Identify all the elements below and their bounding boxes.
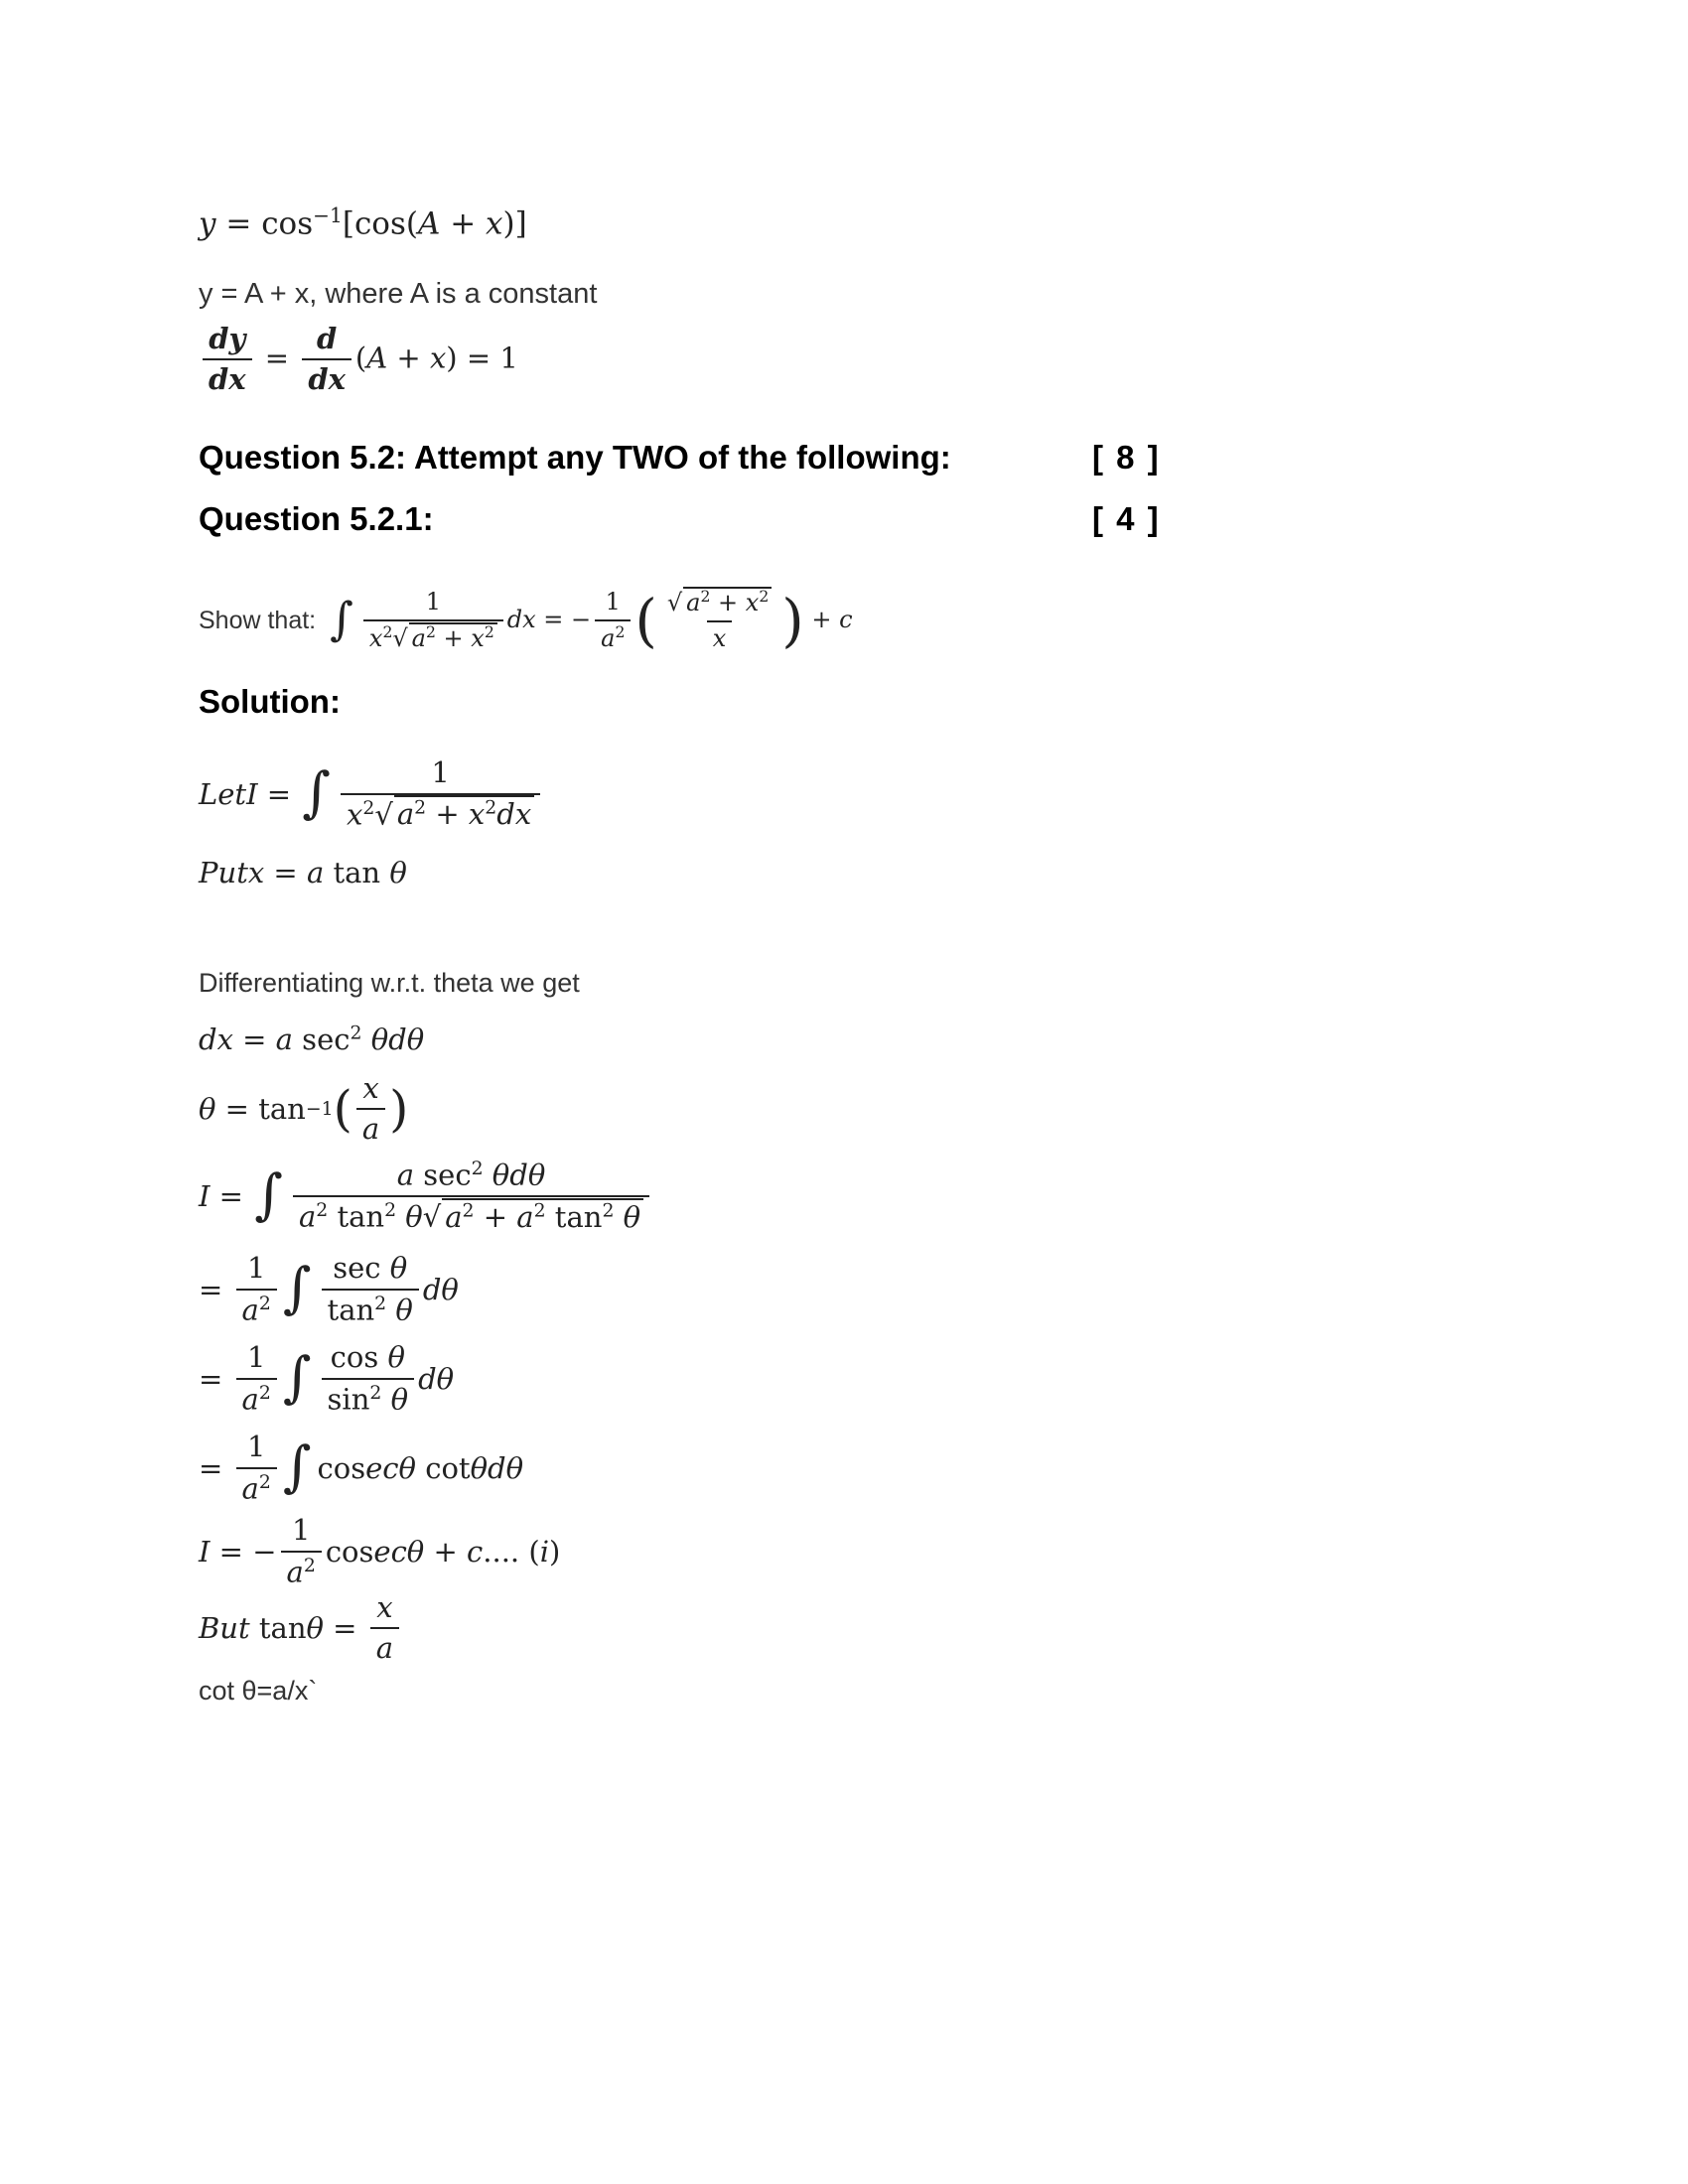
solution-step-12: cot θ=a/x` xyxy=(199,1676,318,1706)
solution-step-8: = $\frac{1}{a^2}$ ∫ $\frac{\text{cos θ}}{\sin^2 \theta}$ dθ xyxy=(199,1340,455,1417)
solution-step-4: dx = a $\sec^2 \theta d\theta$ xyxy=(199,1023,425,1056)
solution-step-10: I = − $\frac{1}{a^2}$ cos ecθ + c .... ( i ) xyxy=(199,1513,561,1589)
solution-label: Solution: xyxy=(199,683,341,720)
solution-step-9: = $\frac{1}{a^2}$ ∫ cos ecθ cot θdθ xyxy=(199,1430,524,1506)
solution-step-5: θ = tan −1 ( $\frac{x}{a}$ ) xyxy=(199,1070,409,1146)
question-5-2-title: Question 5.2: Attempt any TWO of the following: xyxy=(199,439,951,476)
statement-prefix: Show that: xyxy=(199,606,317,634)
statement-formula: ∫ $\frac{1}{x^2√ a^2 + x^2}$ dx = − $\frac{1}{a^2}$ ( $\frac{√ a^2 + x^2}{x}$ ) + c xyxy=(330,587,853,654)
solution-step-7: = $\frac{1}{a^2}$ ∫ $\frac{\text{sec θ}}{\tan^2 \theta}$ dθ xyxy=(199,1251,459,1327)
solution-step-3: Differentiating w.r.t. theta we get xyxy=(199,968,580,998)
question-statement xyxy=(199,571,853,670)
solution-step-2: Putx = a tan θ xyxy=(199,856,407,889)
solution-step-11: But tan θ = $\frac{x}{a}$ xyxy=(199,1590,403,1666)
question-5-2-1-marks: [ 4 ] xyxy=(1092,500,1161,537)
question-5-2-marks: [ 8 ] xyxy=(1092,439,1161,476)
intro-equation-1: $y = \cos^{-1}[\cos(A + x)]$ xyxy=(199,204,527,242)
intro-statement: y = A + x, where A is a constant xyxy=(199,278,598,310)
solution-step-1: LetI = ∫ $\frac{1}{x^2√ a^2 + x^2dx}$ xyxy=(199,750,544,839)
question-5-2-1-title: Question 5.2.1: xyxy=(199,500,434,537)
solution-step-6: I = ∫ $\frac{a \sec^2 \theta d\theta}{a^2 \tan^2 \theta√ a^2 + a^2 \tan^2 \theta}$ xyxy=(199,1152,653,1241)
intro-derivative: $\frac{dy}{dx}$ = $\frac{d}{dx}$ (A + x) = 1 xyxy=(199,323,518,397)
